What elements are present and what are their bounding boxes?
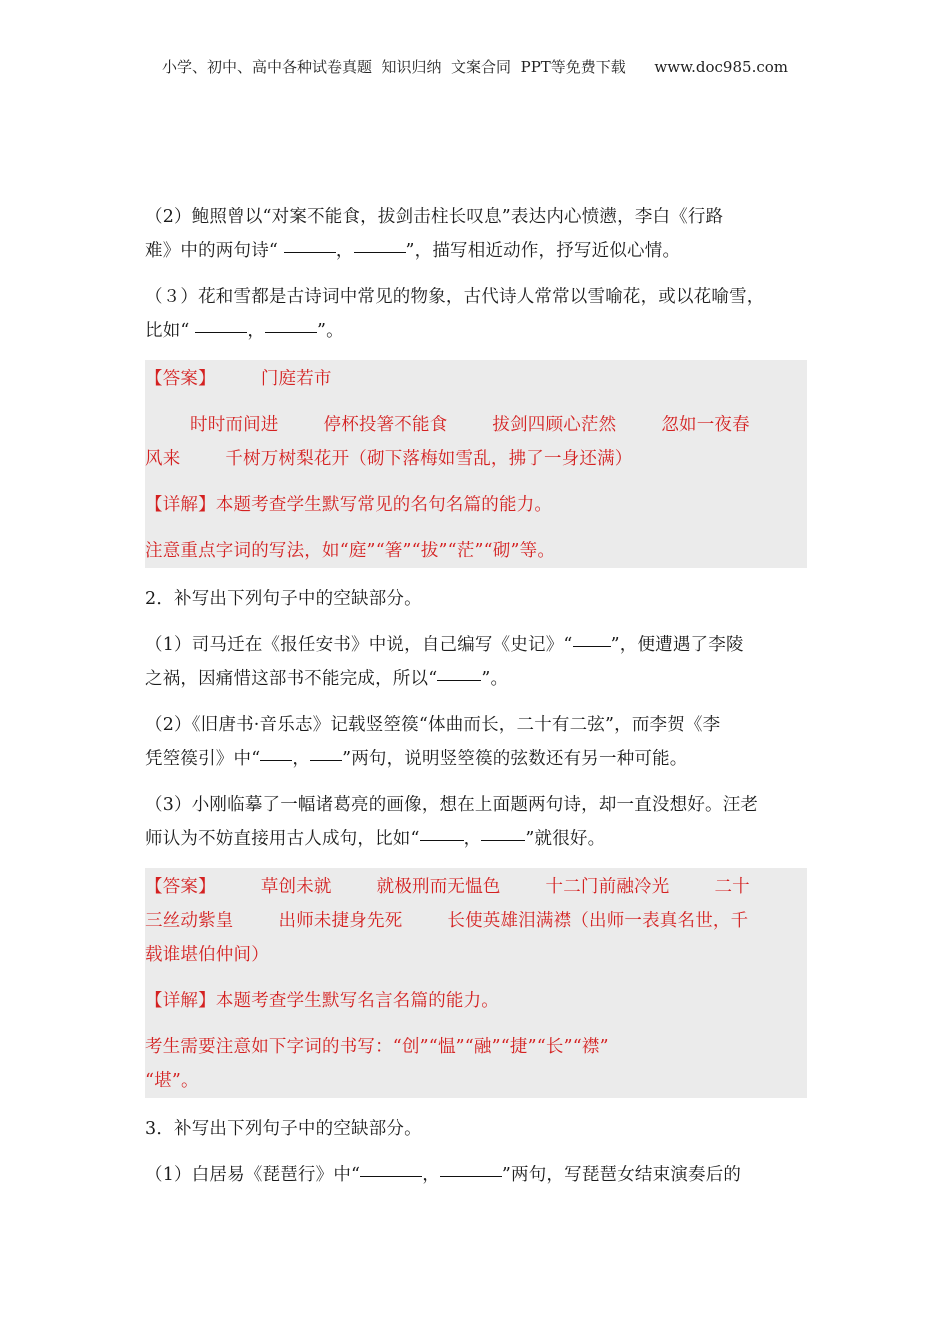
- q1-detail: 【详解】本题考查学生默写常见的名句名篇的能力。: [145, 495, 553, 515]
- q2-detail: 【详解】本题考查学生默写名言名篇的能力。: [145, 991, 500, 1011]
- q1-part2: [145, 200, 807, 268]
- q3-part1-line1: （1）白居易《琵琶行》中“ ， ”两句，写琵琶女结束演奏后的: [145, 1165, 742, 1185]
- q1-answer-box: [145, 360, 807, 568]
- document-body: [145, 200, 807, 1204]
- q3-part1: [145, 1158, 807, 1192]
- q1-part2-line1: （2）鲍照曾以“对案不能食，拔剑击柱长叹息”表达内心愤懑，李白《行路: [145, 207, 724, 227]
- blank: [354, 251, 406, 253]
- q2-answer-line2: 三丝动紫皇 出师未捷身先死 长使英雄泪满襟（出师一表真名世，千: [145, 911, 749, 931]
- blank: [437, 679, 481, 681]
- q2-part2-line2: 凭箜篌引》中“ ， ”两句，说明竖箜篌的弦数还有另一种可能。: [145, 749, 688, 769]
- blank: [481, 839, 525, 841]
- q2-part3-line1: （3）小刚临摹了一幅诸葛亮的画像，想在上面题两句诗，却一直没想好。汪老: [145, 795, 759, 815]
- blank: [573, 645, 611, 647]
- answer-label: 【答案】: [145, 369, 216, 389]
- blank: [440, 1175, 502, 1177]
- q2-note-line1: 考生需要注意如下字词的书写：“创”“愠”“融”“捷”“长”“襟”: [145, 1037, 609, 1057]
- q2-answer-line3: 载谁堪伯仲间）: [145, 945, 269, 965]
- blank: [265, 331, 317, 333]
- q2-title: 2．补写出下列句子中的空缺部分。: [145, 589, 422, 609]
- blank: [195, 331, 247, 333]
- detail-label: 【详解】: [145, 495, 216, 515]
- q2-part1-line1: （1）司马迁在《报任安书》中说，自己编写《史记》“ ”，便遭遇了李陵: [145, 635, 744, 655]
- blank: [310, 759, 342, 761]
- q3-title: 3．补写出下列句子中的空缺部分。: [145, 1119, 422, 1139]
- answer-label: 【答案】: [145, 877, 216, 897]
- q2-part3: [145, 788, 807, 856]
- detail-label: 【详解】: [145, 991, 216, 1011]
- q2-part3-line2: 师认为不妨直接用古人成句，比如“ ， ”就很好。: [145, 829, 606, 849]
- q2-part1-line2: 之祸，因痛惜这部书不能完成，所以“ ”。: [145, 669, 509, 689]
- q1-answer-line2: 时时而间进 停杯投箸不能食 拔剑四顾心茫然 忽如一夜春: [190, 415, 750, 435]
- q1-part3: [145, 280, 807, 348]
- blank: [284, 251, 336, 253]
- q1-note: 注意重点字词的写法，如“庭”“箸”“拔”“茫”“砌”等。: [145, 541, 556, 561]
- page-header: 小学、初中、高中各种试卷真题 知识归纳 文案合同 PPT等免费下载 www.doc985.com: [161, 58, 788, 76]
- q1-part3-line2: 比如“ ， ”。: [145, 321, 344, 341]
- q1-part2-line2: 难》中的两句诗“ ， ”，描写相近动作，抒写近似心情。: [145, 241, 681, 261]
- blank: [360, 1175, 422, 1177]
- q2-part2: [145, 708, 807, 776]
- q2-part1: [145, 628, 807, 696]
- blank: [420, 839, 464, 841]
- q2-answer-line1: 【答案】 草创未就 就极刑而无愠色 十二门前融冷光 二十: [145, 877, 750, 897]
- q2-part2-line1: （2）《旧唐书·音乐志》记载竖箜篌“体曲而长，二十有二弦”，而李贺《李: [145, 715, 721, 735]
- q2-note-line2: “堪”。: [145, 1071, 199, 1091]
- q2-answer-box: [145, 868, 807, 1098]
- blank: [260, 759, 292, 761]
- q1-part3-line1: （３）花和雪都是古诗词中常见的物象，古代诗人常常以雪喻花，或以花喻雪，: [145, 287, 765, 307]
- q1-answer-line1: 【答案】 门庭若市: [145, 369, 332, 389]
- q1-answer-line3: 风来 千树万树梨花开（砌下落梅如雪乱，拂了一身还满）: [145, 449, 633, 469]
